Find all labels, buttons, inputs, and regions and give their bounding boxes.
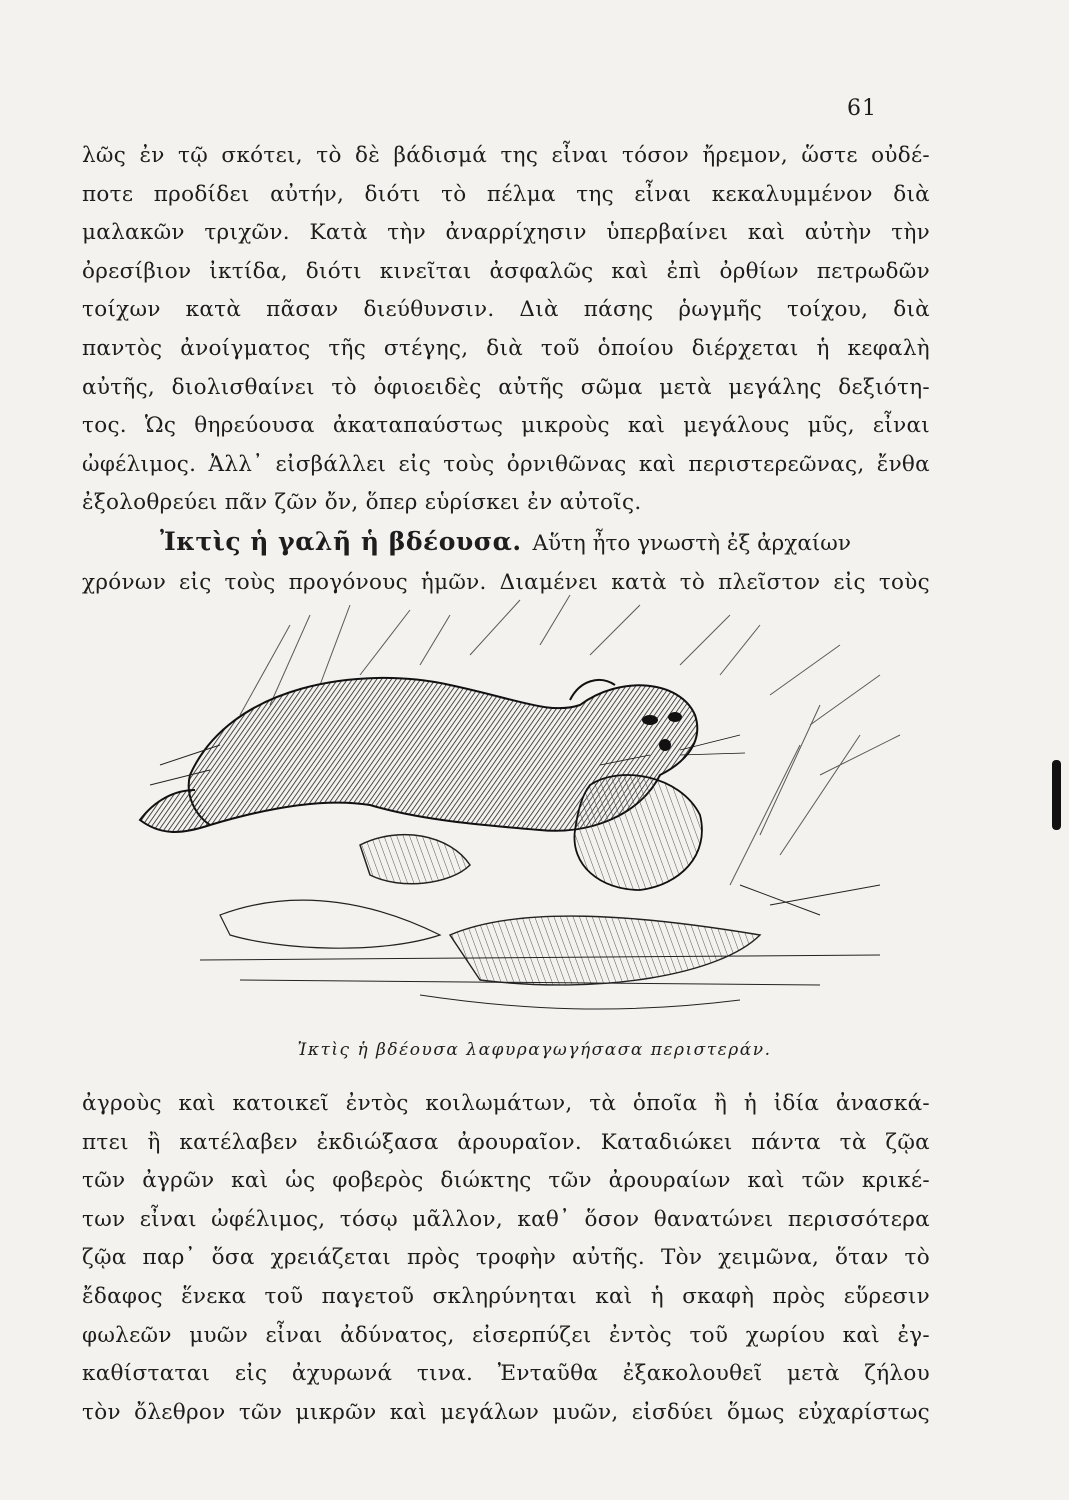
text-line: ἔδαφος ἕνεκα τοῦ παγετοῦ σκληρύνηται καὶ ἡ σκαφὴ πρὸς εὕρεσιν <box>82 1283 930 1309</box>
text-line: ζῷα παρ᾽ ὅσα χρειάζεται πρὸς τροφὴν αὐτῆς. Τὸν χειμῶνα, ὅταν τὸ <box>82 1245 930 1271</box>
text-line: των εἶναι ὠφέλιμος, τόσῳ μᾶλλον, καθ᾽ ὅσον θανατώνει περισσότερα <box>82 1206 930 1232</box>
text-line: χρόνων εἰς τοὺς προγόνους ἡμῶν. Διαμένει κατὰ τὸ πλεῖστον εἰς τοὺς <box>82 569 930 595</box>
text-line: καθίσταται εἰς ἀχυρωνά τινα. Ἐνταῦθα ἐξακολουθεῖ μετὰ ζήλου <box>82 1361 930 1387</box>
top-paragraph <box>82 137 930 602</box>
text-line: τοίχων κατὰ πᾶσαν διεύθυνσιν. Διὰ πάσης ῥωγμῆς τοίχου, διὰ <box>82 297 930 323</box>
bottom-paragraph <box>82 1085 930 1432</box>
page-number: 61 <box>847 96 877 121</box>
section-heading: Ἰκτὶς ἡ γαλῆ ἡ βδέουσα. <box>160 526 522 556</box>
text-line: ποτε προδίδει αὐτήν, διότι τὸ πέλμα της εἶναι κεκαλυμμένον διὰ <box>82 181 930 207</box>
text-line: λῶς ἐν τῷ σκότει, τὸ δὲ βάδισμά της εἶναι τόσον ἤρεμον, ὥστε οὐδέ- <box>82 143 930 168</box>
text-line: τὸν ὄλεθρον τῶν μικρῶν καὶ μεγάλων μυῶν, εἰσδύει ὅμως εὐχαρίστως <box>82 1399 930 1425</box>
text-line: φωλεῶν μυῶν εἶναι ἀδύνατος, εἰσερπύζει ἐντὸς τοῦ χωρίου καὶ ἐγ- <box>82 1322 930 1348</box>
text-line: αὐτῆς, διολισθαίνει τὸ ὀφιοειδὲς αὐτῆς σῶμα μετὰ μεγάλης δεξιότη- <box>82 374 930 400</box>
section-lead-line <box>82 523 930 564</box>
binding-mark <box>1052 760 1061 830</box>
text-line: μαλακῶν τριχῶν. Κατὰ τὴν ἀναρρίχησιν ὑπερβαίνει καὶ αὐτὴν τὴν <box>82 220 930 246</box>
text-line: πτει ἢ κατέλαβεν ἐκδιώξασα ἀρουραῖον. Καταδιώκει πάντα τὰ ζῷα <box>82 1129 930 1155</box>
text-line: ὀρεσίβιον ἰκτίδα, διότι κινεῖται ἀσφαλῶς καὶ ἐπὶ ὀρθίων πετρωδῶν <box>82 258 930 284</box>
weasel-with-pigeon-engraving-icon <box>120 585 920 1040</box>
section-lead-text: Αὕτη ἦτο γνωστὴ ἐξ ἀρχαίων <box>532 530 851 556</box>
text-line: ὠφέλιμος. Ἀλλ᾽ εἰσβάλλει εἰς τοὺς ὀρνιθῶνας καὶ περιστερεῶνας, ἔνθα <box>82 451 930 477</box>
text-line: τῶν ἀγρῶν καὶ ὡς φοβερὸς διώκτης τῶν ἀρουραίων καὶ τῶν κρικέ- <box>82 1168 930 1194</box>
weasel-illustration <box>120 585 920 1040</box>
figure-caption: Ἰκτὶς ἡ βδέουσα λαφυραγωγήσασα περιστεράν. <box>297 1040 772 1060</box>
text-line: παντὸς ἀνοίγματος τῆς στέγης, διὰ τοῦ ὁποίου διέρχεται ἡ κεφαλὴ <box>82 335 930 361</box>
text-line: ἐξολοθρεύει πᾶν ζῶν ὄν, ὅπερ εὑρίσκει ἐν αὐτοῖς. <box>82 490 642 516</box>
text-line: ἀγροὺς καὶ κατοικεῖ ἐντὸς κοιλωμάτων, τὰ ὁποῖα ἢ ἡ ἰδία ἀνασκά- <box>82 1091 930 1116</box>
text-line: τος. Ὡς θηρεύουσα ἀκαταπαύστως μικροὺς καὶ μεγάλους μῦς, εἶναι <box>82 413 930 439</box>
